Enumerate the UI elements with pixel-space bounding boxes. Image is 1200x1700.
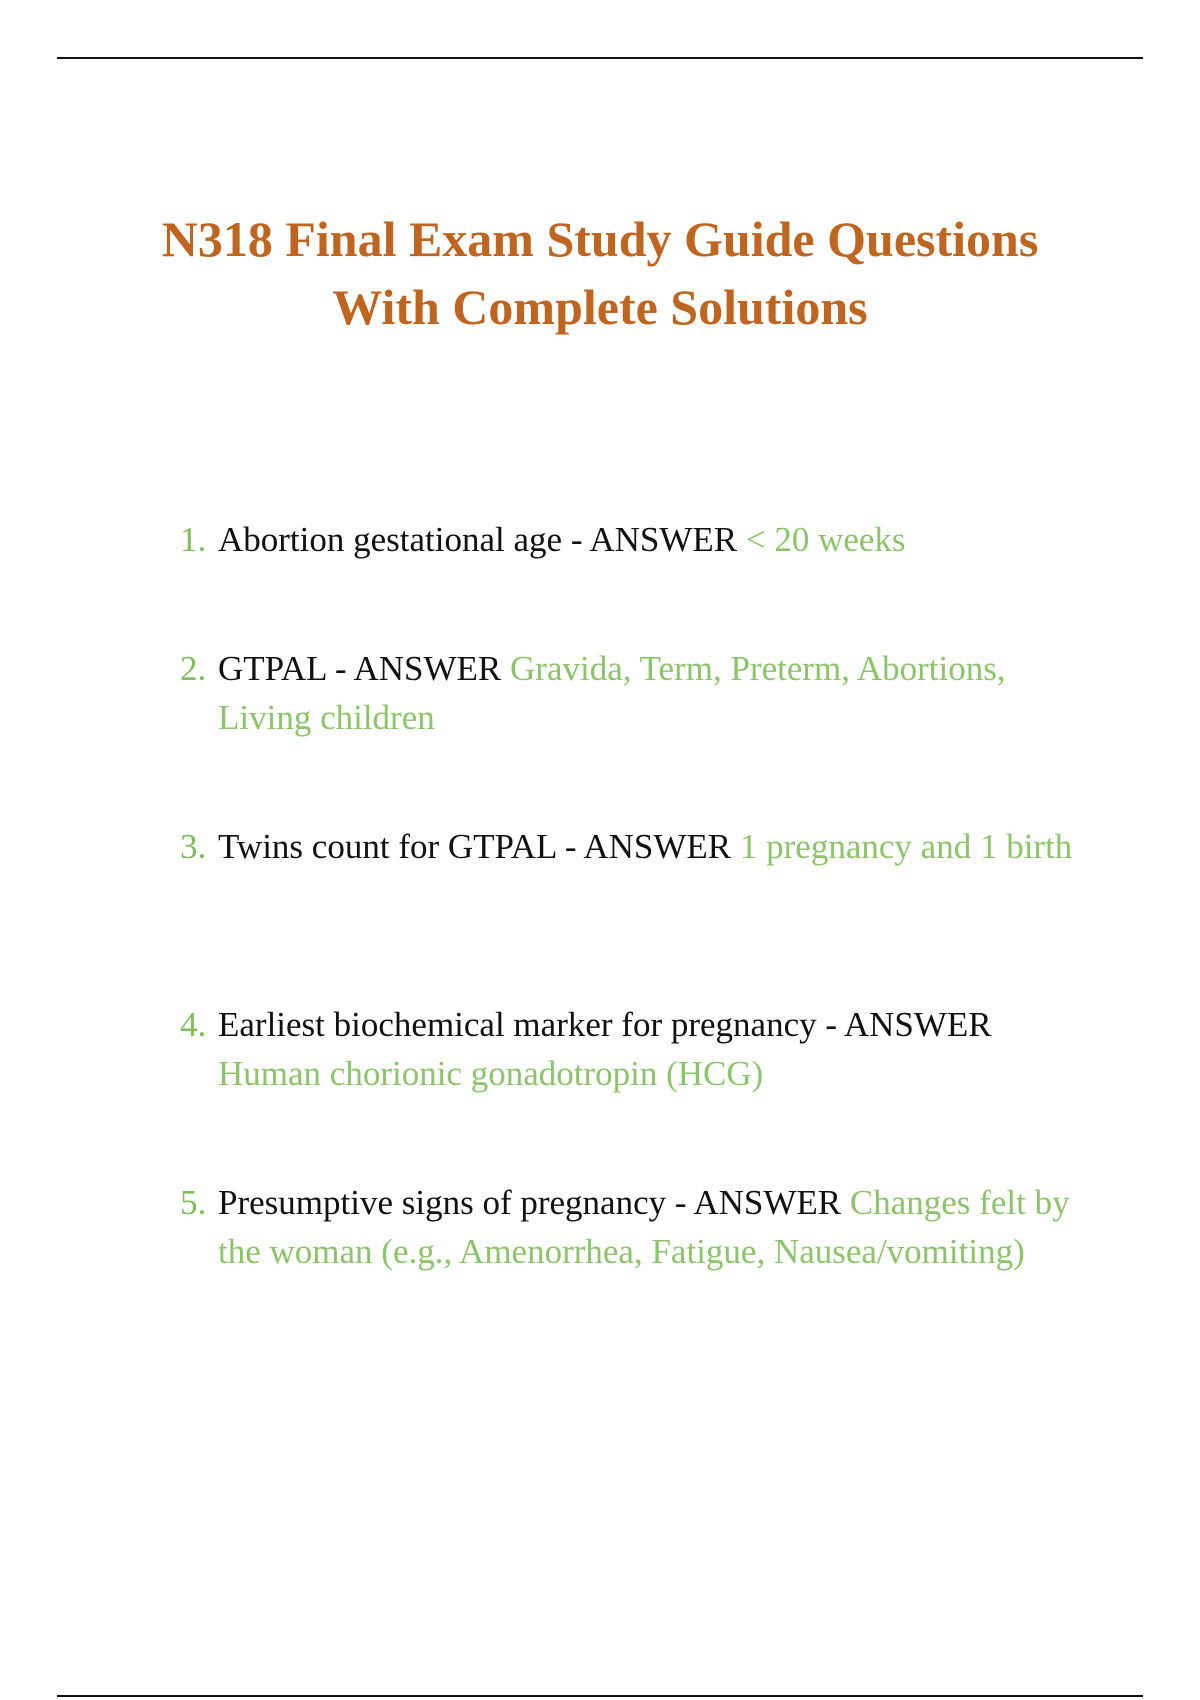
qa-number: 3. — [180, 827, 207, 866]
qa-answer: < 20 weeks — [745, 520, 906, 559]
qa-separator: - — [326, 649, 354, 688]
qa-separator: - — [562, 520, 590, 559]
title-line-1: N318 Final Exam Study Guide Questions — [161, 211, 1039, 267]
qa-answer-label: ANSWER — [583, 827, 732, 866]
qa-answer: Changes felt by the woman (e.g., Amenorrhea, Fatigue, Nausea/vomiting) — [218, 1183, 1070, 1271]
qa-question: Twins count for GTPAL — [218, 827, 557, 866]
qa-number: 2. — [180, 649, 207, 688]
qa-body — [218, 1000, 1080, 1098]
qa-separator: - — [666, 1183, 694, 1222]
qa-answer: Gravida, Term, Preterm, Abortions, Living children — [218, 649, 1006, 737]
qa-question: Presumptive signs of pregnancy — [218, 1183, 667, 1222]
bottom-rule — [57, 1695, 1143, 1697]
qa-answer: 1 pregnancy and 1 birth — [739, 827, 1073, 866]
qa-number: 1. — [180, 520, 207, 559]
qa-item-2 — [180, 644, 1080, 742]
qa-answer-label: ANSWER — [693, 1183, 842, 1222]
qa-number: 4. — [180, 1005, 207, 1044]
qa-separator: - — [556, 827, 584, 866]
qa-item-1 — [180, 515, 1080, 564]
qa-item-4 — [180, 1000, 1080, 1098]
qa-body — [218, 822, 1080, 871]
qa-answer-label: ANSWER — [353, 649, 502, 688]
qa-item-3 — [180, 822, 1080, 871]
qa-answer-label: ANSWER — [589, 520, 738, 559]
title-line-2: With Complete Solutions — [332, 279, 868, 335]
qa-question: Earliest biochemical marker for pregnancy — [218, 1005, 817, 1044]
qa-answer: Human chorionic gonadotropin (HCG) — [218, 1054, 764, 1093]
qa-body — [218, 1178, 1080, 1276]
qa-number: 5. — [180, 1183, 207, 1222]
qa-question: GTPAL — [218, 649, 327, 688]
qa-answer-label: ANSWER — [843, 1005, 992, 1044]
qa-question: Abortion gestational age — [218, 520, 563, 559]
qa-separator: - — [816, 1005, 844, 1044]
qa-body — [218, 644, 1080, 742]
qa-item-5 — [180, 1178, 1080, 1276]
qa-body — [218, 515, 1080, 564]
